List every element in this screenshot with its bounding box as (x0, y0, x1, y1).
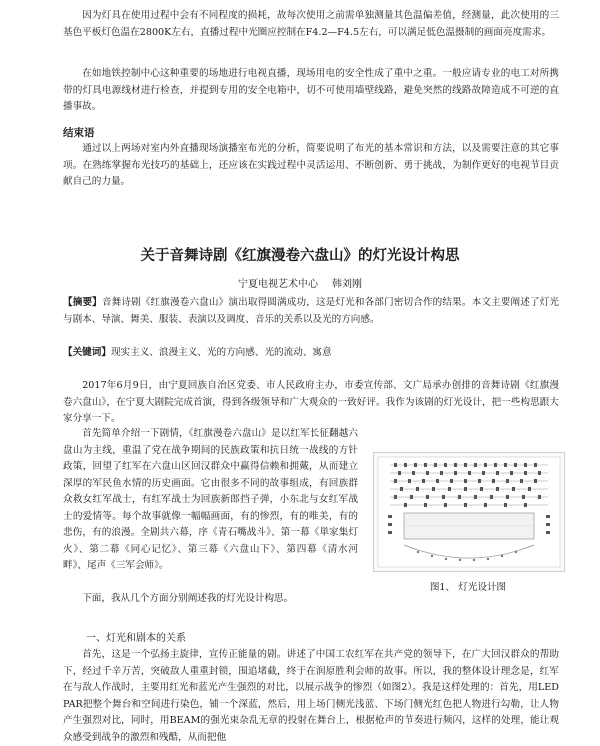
keywords-label: 【关键词】 (63, 347, 111, 358)
conclusion-heading: 结束语 (63, 127, 95, 139)
section-heading-1: 一、灯光和剧本的关系 (86, 633, 186, 644)
lighting-design-figure (373, 452, 565, 572)
body-paragraph-3: 下面，我从几个方面分别阐述我的灯光设计构思。 (82, 593, 294, 604)
body-paragraph-1: 2017年6月9日，由宁夏回族自治区党委、市人民政府主办，市委宣传部、文广局承办创排的音舞诗剧《红旗漫卷六盘山》，在宁夏大剧院完成首演，得到各级领导和广大观众的一致好评。我作为该剧的灯光设计，把一些构思跟大家分享一下。 (63, 380, 559, 424)
intro-paragraph-1: 因为灯具在使用过程中会有不同程度的损耗，故每次使用之前需单独测量其色温偏差值，经测量，此次使用的三基色平板灯色温在2800K左右，直播过程中光圈应控制在F4.2—F4.5左右，可以满足低色温摄制的画面亮度需求。 (63, 10, 559, 38)
body-paragraph-2: 首先简单介绍一下剧情，《红旗漫卷六盘山》是以红军长征翻越六盘山为主线，重温了党在战争期间的民族政策和抗日统一战线的方针政策，回望了红军在六盘山区回汉群众中赢得信赖和拥戴，从而建立深厚的军民鱼水情的历史画面。它由很多不同的故事组成，有回族群众救女红军战士，有红军战士为回族新郎挡子弹，小东北与女红军战士的爱情等。每个故事就像一幅幅画面，有的惨烈，有的唯美，有的悲伤，有的浪漫。全剧共六幕，序《青石嘴战斗》、第一幕《単家集灯火》、第二幕《同心记忆》、第三幕《六盘山下》、第四幕《清水河畔》、尾声《三军会师》。 (63, 428, 358, 571)
author-organization: 宁夏电视艺术中心 (238, 279, 318, 290)
figure-caption: 图1、 灯光设计图 (429, 582, 507, 593)
author-line (0, 275, 600, 290)
lighting-design-diagram (374, 453, 564, 571)
conclusion-paragraph: 通过以上两场对室内外直播现场演播室布光的分析，简要说明了布光的基本常识和方法，以及需要注意的其它事项。在熟练掌握布光技巧的基础上，还应该在实践过程中灵活运用、不断创新、勇于挑战，为制作更好的电视节目贡献自己的力量。 (63, 143, 559, 187)
body-paragraph-4: 首先，这是一个弘扬主旋律，宣传正能量的剧。讲述了中国工农红军在共产党的领导下，在广大回汉群众的帮助下，经过千辛万苦，突破敌人重重封锁，围追堵截，终于在润原胜利会师的故事。所以，我的整体设计理念是，红军在与敌人作战时，主要用红光和蓝光产生强烈的对比，以展示战争的惨烈（如图2）。我是这样处理的：首先，用LED PAR把整个舞台和空间进行染色，铺一个深蓝，然后，用上场门侧光浅蓝、下场门侧光红色把人物进行勾勒，让人物产生强烈对比，同时，用BEAM的强光束杂乱无章的投射在舞台上，根据枪声的节奏进行频闪，这样的处理，能让观众感受到战争的激烈和残酷，从而把他 (63, 649, 559, 743)
keywords (63, 345, 559, 362)
abstract (63, 295, 559, 328)
keywords-text: 现实主义、浪漫主义、光的方向感、光的流动、寓意 (110, 347, 332, 358)
article-title: 关于音舞诗剧《红旗漫卷六盘山》的灯光设计构思 (140, 248, 460, 264)
author-name: 韩刘刚 (332, 279, 362, 290)
intro-paragraph-2: 在如地铁控制中心这种重要的场地进行电视直播，现场用电的安全性成了重中之重。一般应请专业的电工对所携带的灯具电源线材进行检查，并提到专用的安全电箱中，切不可使用墙壁线路，避免突然的线路故障造成不可逆的直播事故。 (63, 68, 559, 112)
abstract-label: 【摘要】 (63, 297, 102, 308)
abstract-text: 音舞诗剧《红旗漫卷六盘山》演出取得圆满成功，这是灯光和各部门密切合作的结果。本文主要阐述了灯光与剧本、导演、舞美、服装、表演以及调度、音乐的关系以及光的方向感。 (63, 297, 560, 325)
